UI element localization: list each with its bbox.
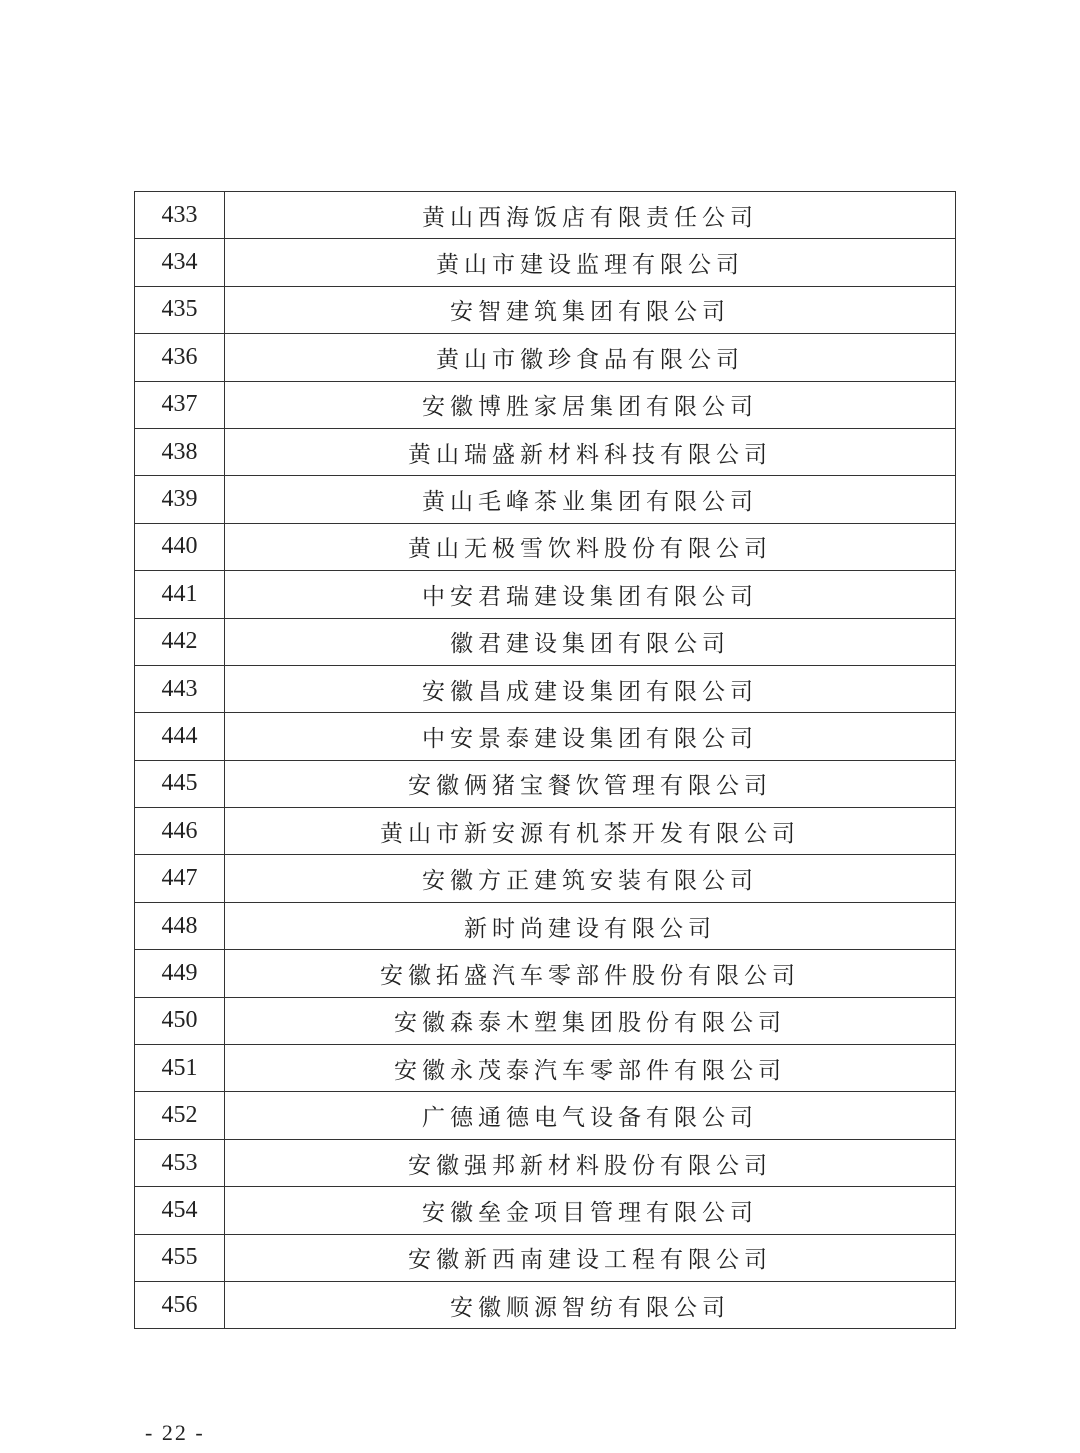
company-name: 安徽新西南建设工程有限公司 (225, 1234, 956, 1281)
table-row (135, 808, 956, 855)
row-number: 447 (135, 855, 225, 902)
row-number: 442 (135, 618, 225, 665)
row-number: 455 (135, 1234, 225, 1281)
company-name: 安徽顺源智纺有限公司 (225, 1281, 956, 1328)
company-name: 黄山西海饭店有限责任公司 (225, 192, 956, 239)
row-number: 451 (135, 1045, 225, 1092)
company-list-table (134, 191, 956, 1329)
table-row (135, 997, 956, 1044)
company-name: 安徽强邦新材料股份有限公司 (225, 1139, 956, 1186)
table-row (135, 334, 956, 381)
table-row (135, 760, 956, 807)
table-row (135, 855, 956, 902)
company-name: 安徽方正建筑安装有限公司 (225, 855, 956, 902)
table-row (135, 665, 956, 712)
table-row (135, 428, 956, 475)
table-row (135, 713, 956, 760)
company-name: 安徽昌成建设集团有限公司 (225, 665, 956, 712)
page-number: - 22 - (145, 1420, 205, 1445)
row-number: 438 (135, 428, 225, 475)
table-row (135, 571, 956, 618)
company-name: 新时尚建设有限公司 (225, 902, 956, 949)
table-row (135, 381, 956, 428)
company-name: 中安景泰建设集团有限公司 (225, 713, 956, 760)
row-number: 434 (135, 239, 225, 286)
company-name: 黄山市新安源有机茶开发有限公司 (225, 808, 956, 855)
company-name: 安徽垒金项目管理有限公司 (225, 1187, 956, 1234)
table-row (135, 618, 956, 665)
row-number: 456 (135, 1281, 225, 1328)
company-name: 安徽博胜家居集团有限公司 (225, 381, 956, 428)
row-number: 454 (135, 1187, 225, 1234)
row-number: 437 (135, 381, 225, 428)
row-number: 436 (135, 334, 225, 381)
table-row (135, 950, 956, 997)
table-row (135, 476, 956, 523)
row-number: 439 (135, 476, 225, 523)
table-row (135, 192, 956, 239)
table-row (135, 523, 956, 570)
row-number: 440 (135, 523, 225, 570)
row-number: 452 (135, 1092, 225, 1139)
company-name: 安徽拓盛汽车零部件股份有限公司 (225, 950, 956, 997)
table-row (135, 239, 956, 286)
company-name: 黄山毛峰茶业集团有限公司 (225, 476, 956, 523)
row-number: 449 (135, 950, 225, 997)
row-number: 433 (135, 192, 225, 239)
table-row (135, 1234, 956, 1281)
company-name: 安智建筑集团有限公司 (225, 286, 956, 333)
table-row (135, 902, 956, 949)
row-number: 446 (135, 808, 225, 855)
table-row (135, 1281, 956, 1328)
row-number: 445 (135, 760, 225, 807)
row-number: 435 (135, 286, 225, 333)
table-row (135, 1045, 956, 1092)
row-number: 448 (135, 902, 225, 949)
row-number: 453 (135, 1139, 225, 1186)
row-number: 444 (135, 713, 225, 760)
row-number: 441 (135, 571, 225, 618)
company-name: 黄山瑞盛新材料科技有限公司 (225, 428, 956, 475)
row-number: 450 (135, 997, 225, 1044)
company-name: 黄山市徽珍食品有限公司 (225, 334, 956, 381)
company-name: 中安君瑞建设集团有限公司 (225, 571, 956, 618)
company-name: 黄山无极雪饮料股份有限公司 (225, 523, 956, 570)
company-name: 安徽俩猪宝餐饮管理有限公司 (225, 760, 956, 807)
table-row (135, 1139, 956, 1186)
table-row (135, 1187, 956, 1234)
company-name: 安徽森泰木塑集团股份有限公司 (225, 997, 956, 1044)
table-row (135, 286, 956, 333)
table-row (135, 1092, 956, 1139)
company-name: 黄山市建设监理有限公司 (225, 239, 956, 286)
company-name: 广德通德电气设备有限公司 (225, 1092, 956, 1139)
company-name: 徽君建设集团有限公司 (225, 618, 956, 665)
row-number: 443 (135, 665, 225, 712)
company-name: 安徽永茂泰汽车零部件有限公司 (225, 1045, 956, 1092)
